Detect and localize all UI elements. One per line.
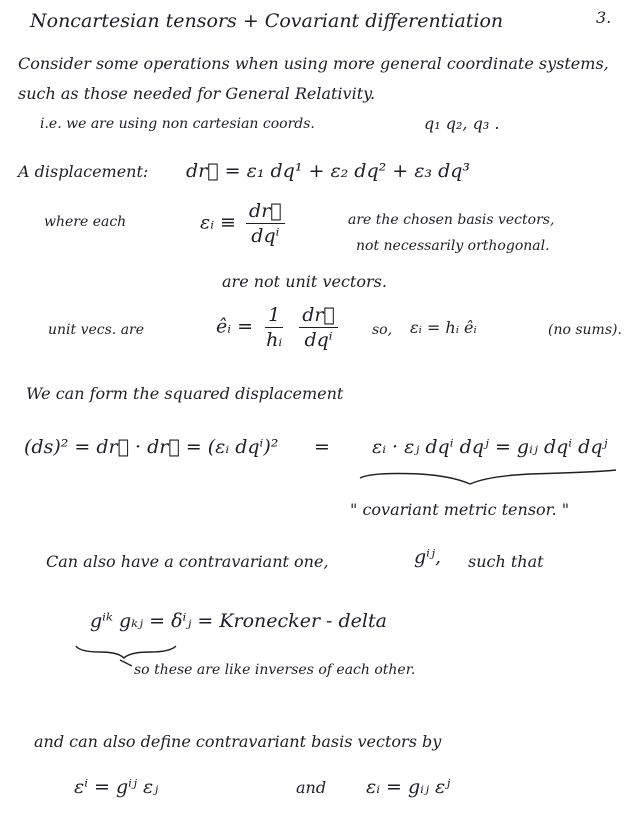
kronecker-underline-brace: [76, 646, 176, 658]
inverse-scale-fraction: [263, 304, 285, 351]
contravariant-basis-equation: εⁱ = gⁱʲ εⱼ: [74, 776, 159, 798]
squared-equation-left: (ds)² = dr⃗ · dr⃗ = (εᵢ dqⁱ)²: [24, 436, 279, 458]
inverse-scale-denominator: hᵢ: [266, 329, 283, 351]
squared-equation-right: εᵢ · εⱼ dqⁱ dqʲ = gᵢⱼ dqⁱ dqʲ: [372, 436, 608, 458]
squared-equation-equals: =: [314, 436, 330, 458]
contravariant-text: Can also have a contravariant one,: [46, 552, 329, 571]
displacement-label: A displacement:: [18, 162, 149, 181]
unit-vector-definition: [216, 304, 342, 351]
basis-numerator: dr⃗: [246, 200, 285, 224]
basis-note-1: are the chosen basis vectors,: [348, 212, 555, 228]
basis-fraction: [246, 200, 285, 247]
and-label: and: [296, 778, 327, 797]
derivative-fraction: [299, 304, 338, 351]
intro-line-3: i.e. we are using non cartesian coords.: [40, 116, 315, 132]
coordinate-names: q₁ q₂, q₃ .: [424, 114, 500, 133]
displacement-equation: dr⃗ = ε₁ dq¹ + ε₂ dq² + ε₃ dq³: [186, 160, 471, 182]
page-number: 3.: [596, 8, 612, 27]
kronecker-equation: gⁱᵏ gₖⱼ = δⁱⱼ = Kronecker - delta: [90, 610, 387, 632]
inverse-scale-numerator: 1: [265, 304, 283, 328]
basis-denominator: dqⁱ: [251, 225, 280, 247]
contravariant-metric: gⁱʲ,: [414, 546, 442, 568]
inverses-note: so these are like inverses of each other.: [134, 662, 416, 678]
page-title: Noncartesian tensors + Covariant differentiation: [30, 10, 504, 32]
derivative-numerator: dr⃗: [299, 304, 338, 328]
squared-displacement-text: We can form the squared displacement: [26, 384, 344, 403]
scale-relation: εᵢ = hᵢ êᵢ: [410, 318, 477, 337]
unit-vector-lhs: êᵢ =: [216, 315, 254, 338]
intro-line-2: such as those needed for General Relativity.: [18, 84, 376, 103]
where-each-label: where each: [44, 214, 127, 230]
unit-vectors-label: unit vecs. are: [48, 322, 145, 338]
metric-tensor-caption: " covariant metric tensor. ": [350, 500, 570, 519]
such-that-label: such that: [468, 552, 544, 571]
basis-note-2: not necessarily orthogonal.: [356, 238, 550, 254]
so-label: so,: [372, 322, 393, 338]
not-unit-note: are not unit vectors.: [222, 272, 387, 291]
metric-underline-brace: [360, 470, 616, 484]
no-sums-note: (no sums).: [548, 322, 622, 338]
kronecker-brace-tail: [120, 660, 132, 666]
basis-definition: [200, 200, 289, 247]
contravariant-basis-text: and can also define contravariant basis vectors by: [34, 732, 442, 751]
basis-lhs: εᵢ ≡: [200, 211, 236, 234]
intro-line-1: Consider some operations when using more general coordinate systems,: [18, 54, 609, 73]
derivative-denominator: dqⁱ: [304, 329, 333, 351]
covariant-basis-equation: εᵢ = gᵢⱼ εʲ: [366, 776, 451, 798]
